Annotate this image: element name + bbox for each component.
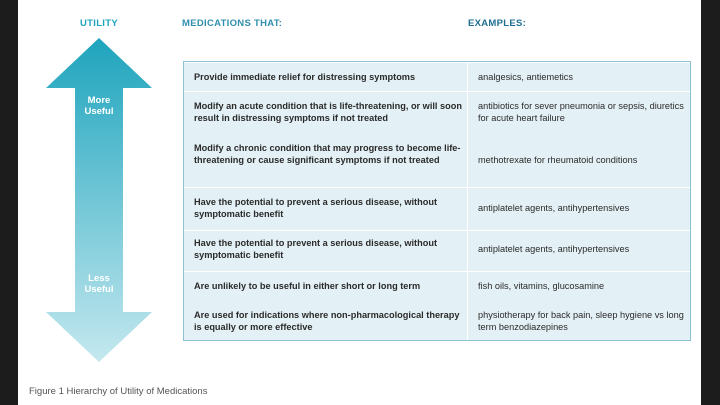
example-cell: antibiotics for sever pneumonia or sepsis, diuretics for acute heart failure xyxy=(478,101,684,123)
medication-cell: Have the potential to prevent a serious disease, without symptomatic benefit xyxy=(194,197,438,219)
table-row xyxy=(184,62,690,91)
medication-cell: Modify a chronic condition that may progress to become life-threatening or cause significant symptoms if not treated xyxy=(194,143,461,165)
table-row xyxy=(184,91,690,187)
slide xyxy=(18,0,701,405)
medication-cell: Have the potential to prevent a serious disease, without symptomatic benefit xyxy=(194,238,438,260)
example-cell: methotrexate for rheumatoid conditions xyxy=(478,155,638,165)
example-cell: antiplatelet agents, antihypertensives xyxy=(478,203,630,213)
table-row xyxy=(184,271,690,341)
double-arrow-icon xyxy=(46,38,152,362)
medication-cell: Provide immediate relief for distressing symptoms xyxy=(194,72,416,82)
table-row xyxy=(184,187,690,230)
medications-table xyxy=(183,61,691,341)
example-cell: antiplatelet agents, antihypertensives xyxy=(478,244,630,254)
medication-cell: Are used for indications where non-pharmacological therapy is equally or more effective xyxy=(194,310,460,332)
example-cell: fish oils, vitamins, glucosamine xyxy=(478,281,605,291)
medications-header: MEDICATIONS THAT: xyxy=(182,18,283,29)
example-cell: analgesics, antiemetics xyxy=(478,72,573,82)
utility-header: UTILITY xyxy=(80,18,118,29)
utility-arrow xyxy=(46,38,152,362)
examples-header: EXAMPLES: xyxy=(468,18,527,29)
table-row xyxy=(184,230,690,271)
more-useful-label: More Useful xyxy=(84,95,114,117)
medication-cell: Are unlikely to be useful in either short or long term xyxy=(194,281,421,291)
figure-caption: Figure 1 Hierarchy of Utility of Medications xyxy=(29,386,208,397)
medication-cell: Modify an acute condition that is life-threatening, or will soon result in distressing symptoms if not treated xyxy=(194,101,462,123)
example-cell: physiotherapy for back pain, sleep hygiene vs long term benzodiazepines xyxy=(478,310,684,332)
less-useful-label: Less Useful xyxy=(84,273,114,295)
